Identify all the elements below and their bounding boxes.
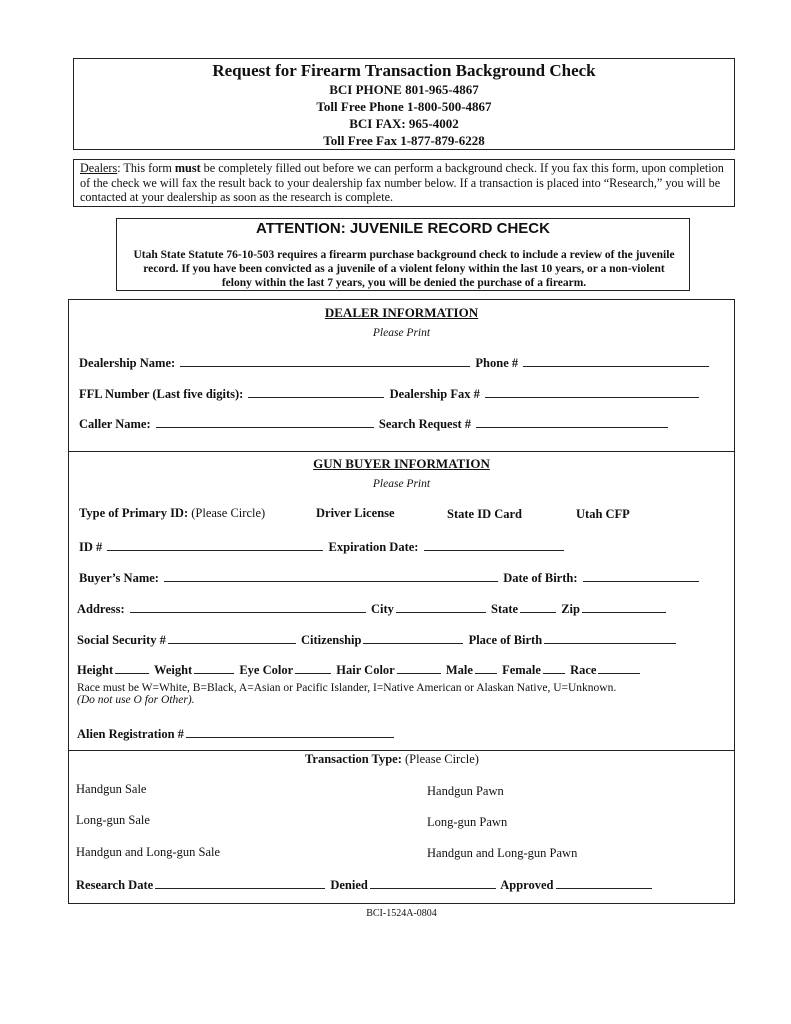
divider-transaction [68,750,735,751]
dealers-label: Dealers [80,161,118,175]
option-handgun-longgun-sale[interactable]: Handgun and Long-gun Sale [76,845,221,859]
place-of-birth-label: Place of Birth [468,633,543,647]
race-label: Race [570,663,597,677]
race-note-2: (Do not use O for Other). [77,694,195,706]
zip-field[interactable] [582,599,666,613]
toll-free-phone: Toll Free Phone 1-800-500-4867 [316,99,492,114]
citizenship-label: Citizenship [301,633,362,647]
female-label: Female [502,663,541,677]
city-field[interactable] [396,599,486,613]
id-option-utah-cfp[interactable]: Utah CFP [576,507,630,521]
female-field[interactable] [543,660,565,674]
city-label: City [370,602,394,616]
ssn-label: Social Security # [77,633,166,647]
option-handgun-longgun-pawn[interactable]: Handgun and Long-gun Pawn [427,846,578,860]
eye-color-label: Eye Color [239,663,294,677]
ffl-number-field[interactable] [248,384,384,398]
option-handgun-sale[interactable]: Handgun Sale [76,782,147,796]
dealers-text-2: be completely filled out before we can perform a background check. If you fax this form, upon completion of the check we will fax the result back to your dealership fax number below. If a transaction is placed into “Research,” you will be contacted at your dealership as soon as the research is complete. [80,161,724,204]
state-field[interactable] [520,599,556,613]
dealer-row-1 [79,353,711,371]
approved-field[interactable] [556,875,652,889]
name-row [79,568,701,586]
alien-reg-field[interactable] [186,724,394,738]
ssn-row [77,630,678,648]
option-longgun-pawn[interactable]: Long-gun Pawn [427,815,508,829]
phone-label: Phone # [475,356,519,370]
id-number-field[interactable] [107,537,323,551]
research-date-field[interactable] [155,875,325,889]
dealership-name-field[interactable] [180,353,470,367]
dealer-row-2 [79,384,701,402]
research-row [76,875,654,893]
citizenship-field[interactable] [363,630,463,644]
transaction-note: (Please Circle) [401,752,479,766]
attention-title: ATTENTION: JUVENILE RECORD CHECK [256,220,550,237]
dealership-name-label: Dealership Name: [79,356,176,370]
id-type-row [79,506,265,521]
divider-buyer [68,451,735,452]
phone-field[interactable] [523,353,709,367]
search-request-label: Search Request # [378,417,472,431]
hair-color-field[interactable] [397,660,441,674]
option-handgun-pawn[interactable]: Handgun Pawn [427,784,504,798]
id-number-label: ID # [79,540,103,554]
expiration-field[interactable] [424,537,564,551]
address-field[interactable] [130,599,366,613]
zip-label: Zip [561,602,580,616]
transaction-title: Transaction Type: [305,752,402,766]
approved-label: Approved [500,878,554,892]
dealer-row-3 [79,414,670,432]
dob-field[interactable] [583,568,699,582]
caller-name-label: Caller Name: [79,417,151,431]
dealership-fax-field[interactable] [485,384,699,398]
form-title: Request for Firearm Transaction Background Check [212,61,596,80]
expiration-label: Expiration Date: [328,540,419,554]
alien-reg-label: Alien Registration # [77,727,184,741]
physical-row [77,660,642,678]
id-row [79,537,566,555]
state-label: State [491,602,519,616]
buyer-name-label: Buyer’s Name: [79,571,159,585]
male-field[interactable] [475,660,497,674]
transaction-title-row [305,752,479,767]
alien-row [77,724,396,742]
race-note: Race must be W=White, B=Black, A=Asian or Pacific Islander, I=Native American or Alaskan Native, U=Unknown. [77,682,617,694]
address-row [77,599,668,617]
bci-fax: BCI FAX: 965-4002 [349,116,459,131]
hair-color-label: Hair Color [336,663,395,677]
ssn-field[interactable] [168,630,296,644]
toll-free-fax: Toll Free Fax 1-877-879-6228 [323,133,485,148]
search-request-field[interactable] [476,414,668,428]
id-type-note: (Please Circle) [188,506,266,520]
dealership-fax-label: Dealership Fax # [389,387,480,401]
buyer-info-title: GUN BUYER INFORMATION [313,456,490,471]
eye-color-field[interactable] [295,660,331,674]
caller-name-field[interactable] [156,414,374,428]
denied-label: Denied [330,878,368,892]
form-code: BCI-1524A-0804 [366,908,437,919]
denied-field[interactable] [370,875,496,889]
address-label: Address: [77,602,125,616]
race-field[interactable] [598,660,640,674]
id-option-state-id[interactable]: State ID Card [447,507,522,521]
id-option-driver-license[interactable]: Driver License [316,506,395,520]
male-label: Male [445,663,473,677]
id-type-label: Type of Primary ID: [79,506,189,520]
dealer-info-title: DEALER INFORMATION [324,305,479,320]
ffl-number-label: FFL Number (Last five digits): [79,387,244,401]
attention-body: Utah State Statute 76-10-503 requires a firearm purchase background check to include a review of the juvenile record. If you have been convicted as a juvenile of a violent felony within the last 10 years, or a non-violent felony within the last 7 years, you will be denied the purchase of a firearm. [133,249,675,289]
option-longgun-sale[interactable]: Long-gun Sale [76,813,150,827]
buyer-info-subtitle: Please Print [372,478,431,490]
weight-label: Weight [154,663,193,677]
weight-field[interactable] [194,660,234,674]
dealer-info-subtitle: Please Print [372,327,431,339]
height-label: Height [77,663,114,677]
dob-label: Date of Birth: [503,571,578,585]
dealers-must: must [174,161,201,175]
dealers-text-1: : This form [117,161,175,175]
place-of-birth-field[interactable] [544,630,676,644]
height-field[interactable] [115,660,149,674]
buyer-name-field[interactable] [164,568,498,582]
dealers-note [80,161,730,205]
research-date-label: Research Date [76,878,154,892]
bci-phone: BCI PHONE 801-965-4867 [329,82,479,97]
